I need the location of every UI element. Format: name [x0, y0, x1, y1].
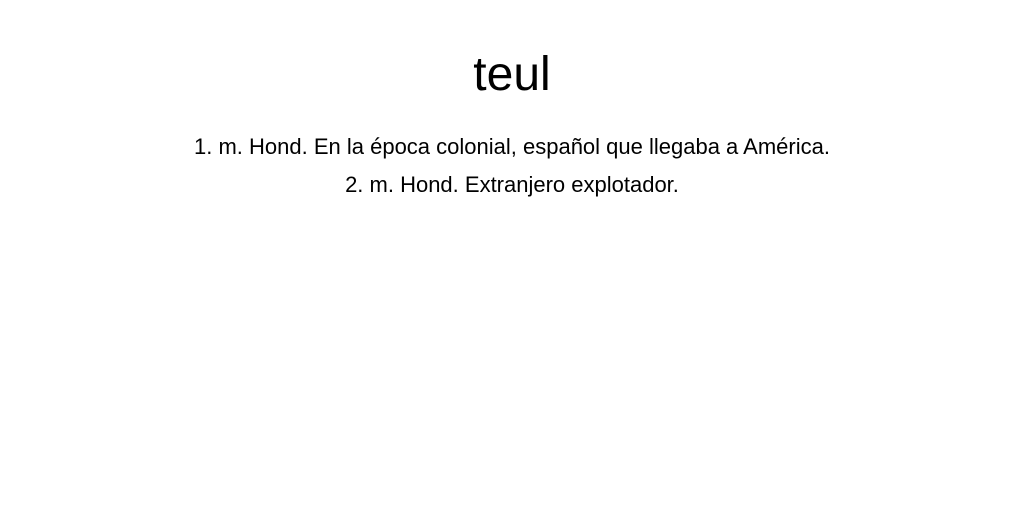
headword: teul — [473, 48, 551, 101]
definition-1: 1. m. Hond. En la época colonial, español que llegaba a América. — [194, 134, 830, 159]
definition-2: 2. m. Hond. Extranjero explotador. — [345, 172, 679, 197]
definition-list — [0, 128, 1024, 204]
